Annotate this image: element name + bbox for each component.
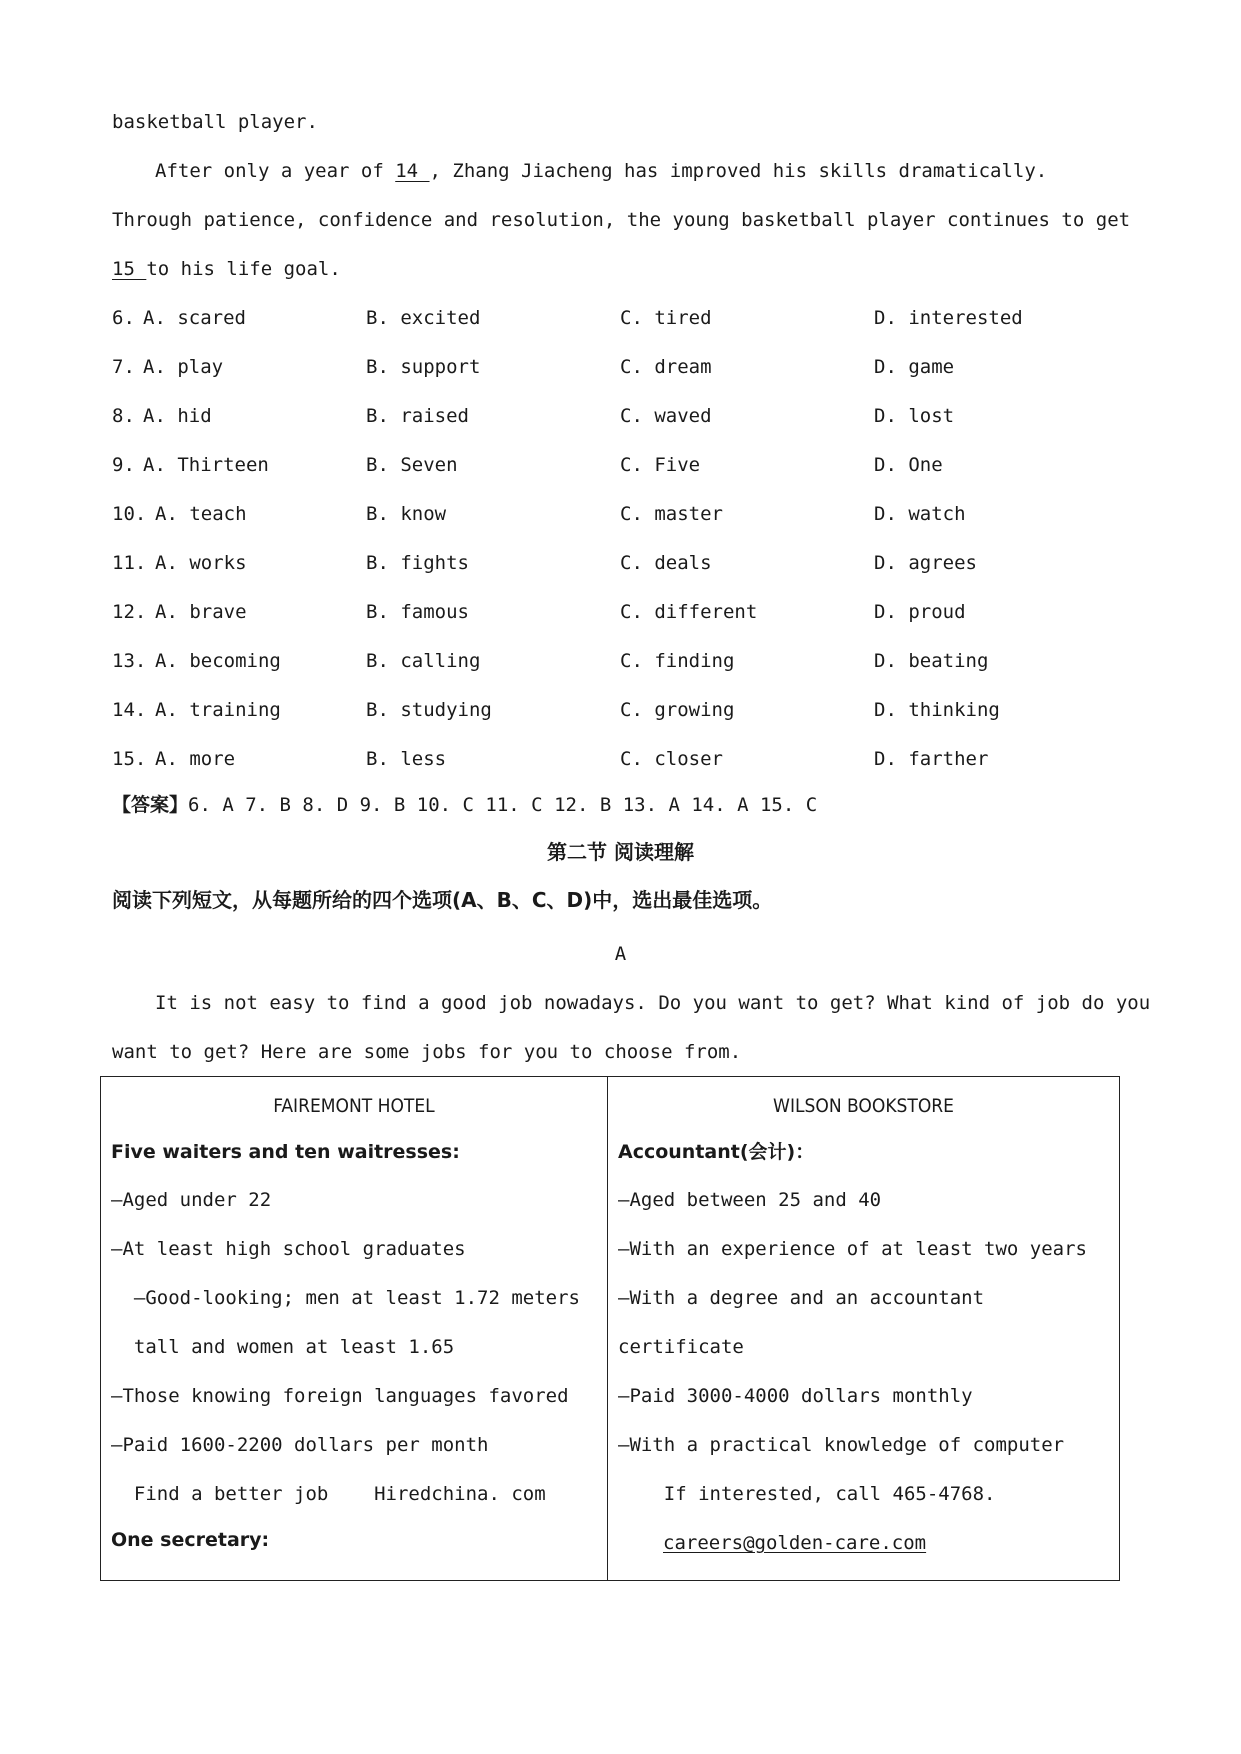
bookstore-ad-cell	[608, 1077, 1120, 1581]
option-a: A. hid	[143, 405, 212, 427]
question-number: 8.	[112, 405, 135, 427]
passage-text: , Zhang Jiacheng has improved his skills dramatically.	[429, 160, 1048, 182]
option-c: C. waved	[620, 405, 712, 427]
passage-letter: A	[614, 943, 627, 965]
option-b: B. fights	[366, 552, 469, 574]
intro-line: It is not easy to find a good job nowadays. Do you want to get? What kind of job do you	[155, 992, 1151, 1014]
hotel-ad-heading: FAIREMONT HOTEL	[273, 1095, 435, 1117]
list-item: —Aged between 25 and 40	[618, 1189, 882, 1211]
intro-line: want to get? Here are some jobs for you to choose from.	[112, 1041, 742, 1063]
passage-text: to his life goal.	[146, 258, 341, 280]
blank-15: 15	[112, 258, 147, 280]
option-c: C. Five	[620, 454, 701, 476]
list-item: tall and women at least 1.65	[111, 1336, 455, 1358]
section-instruction: 阅读下列短文，从每题所给的四个选项(A、B、C、D)中，选出最佳选项。	[112, 888, 773, 912]
option-d: D. lost	[874, 405, 955, 427]
question-number: 12.	[112, 601, 147, 623]
list-item: —Paid 3000-4000 dollars monthly	[618, 1385, 973, 1407]
option-b: B. support	[366, 356, 481, 378]
option-c: C. tired	[620, 307, 712, 329]
option-d: D. farther	[874, 748, 989, 770]
passage-line: basketball player.	[112, 111, 318, 133]
question-number: 11.	[112, 552, 147, 574]
passage-line	[112, 257, 341, 281]
passage-text: After only a year of	[155, 160, 396, 182]
option-d: D. beating	[874, 650, 989, 672]
option-d: D. One	[874, 454, 943, 476]
option-b: B. Seven	[366, 454, 458, 476]
section-title: 第二节 阅读理解	[547, 840, 694, 864]
list-item: —At least high school graduates	[111, 1238, 466, 1260]
list-item: —Those knowing foreign languages favored	[111, 1385, 569, 1407]
option-b: B. raised	[366, 405, 469, 427]
list-item: certificate	[618, 1336, 744, 1358]
option-d: D. game	[874, 356, 955, 378]
option-d: D. thinking	[874, 699, 1000, 721]
option-a: A. works	[155, 552, 247, 574]
hotel-ad-footer: One secretary:	[111, 1529, 270, 1551]
option-a: A. training	[155, 699, 281, 721]
question-number: 14.	[112, 699, 147, 721]
option-d: D. watch	[874, 503, 966, 525]
job-ads-table	[100, 1076, 1120, 1581]
question-number: 7.	[112, 356, 135, 378]
question-number: 9.	[112, 454, 135, 476]
list-item: —Good-looking; men at least 1.72 meters	[111, 1287, 580, 1309]
option-a: A. play	[143, 356, 224, 378]
option-a: A. more	[155, 748, 236, 770]
bookstore-ad-subhead: Accountant(会计)：	[618, 1141, 815, 1163]
option-a: A. scared	[143, 307, 246, 329]
list-item: —With a degree and an accountant	[618, 1287, 985, 1309]
option-d: D. interested	[874, 307, 1023, 329]
email-link[interactable]: careers@golden-care.com	[663, 1532, 927, 1554]
list-item: —With a practical knowledge of computer	[618, 1434, 1065, 1456]
option-b: B. famous	[366, 601, 469, 623]
option-c: C. growing	[620, 699, 735, 721]
option-b: B. know	[366, 503, 447, 525]
bookstore-ad-heading: WILSON BOOKSTORE	[773, 1095, 954, 1117]
list-item: —With an experience of at least two years	[618, 1238, 1087, 1260]
list-item: —Aged under 22	[111, 1189, 272, 1211]
option-d: D. agrees	[874, 552, 977, 574]
option-c: C. dream	[620, 356, 712, 378]
question-number: 13.	[112, 650, 147, 672]
option-b: B. studying	[366, 699, 492, 721]
answer-label: 【答案】	[112, 794, 189, 816]
list-item: If interested, call 465-4768.	[618, 1483, 996, 1505]
option-b: B. less	[366, 748, 447, 770]
option-b: B. excited	[366, 307, 481, 329]
answer-text: 6. A 7. B 8. D 9. B 10. C 11. C 12. B 13. A 14. A 15. C	[188, 794, 818, 816]
blank-14: 14	[395, 160, 430, 182]
passage-line	[155, 159, 1047, 183]
option-c: C. finding	[620, 650, 735, 672]
hotel-ad-subhead: Five waiters and ten waitresses:	[111, 1141, 460, 1163]
option-a: A. becoming	[155, 650, 281, 672]
answer-key	[112, 793, 817, 817]
list-item: Find a better job Hiredchina. com	[111, 1483, 546, 1505]
passage-line: Through patience, confidence and resolution, the young basketball player continues to get	[112, 209, 1131, 231]
option-a: A. Thirteen	[143, 454, 269, 476]
hotel-ad-cell	[101, 1077, 608, 1581]
list-item: —Paid 1600-2200 dollars per month	[111, 1434, 489, 1456]
option-c: C. master	[620, 503, 723, 525]
option-d: D. proud	[874, 601, 966, 623]
option-a: A. teach	[155, 503, 247, 525]
question-number: 6.	[112, 307, 135, 329]
question-number: 10.	[112, 503, 147, 525]
option-b: B. calling	[366, 650, 481, 672]
option-c: C. different	[620, 601, 758, 623]
option-c: C. deals	[620, 552, 712, 574]
option-c: C. closer	[620, 748, 723, 770]
question-number: 15.	[112, 748, 147, 770]
table-row	[101, 1077, 1120, 1581]
option-a: A. brave	[155, 601, 247, 623]
